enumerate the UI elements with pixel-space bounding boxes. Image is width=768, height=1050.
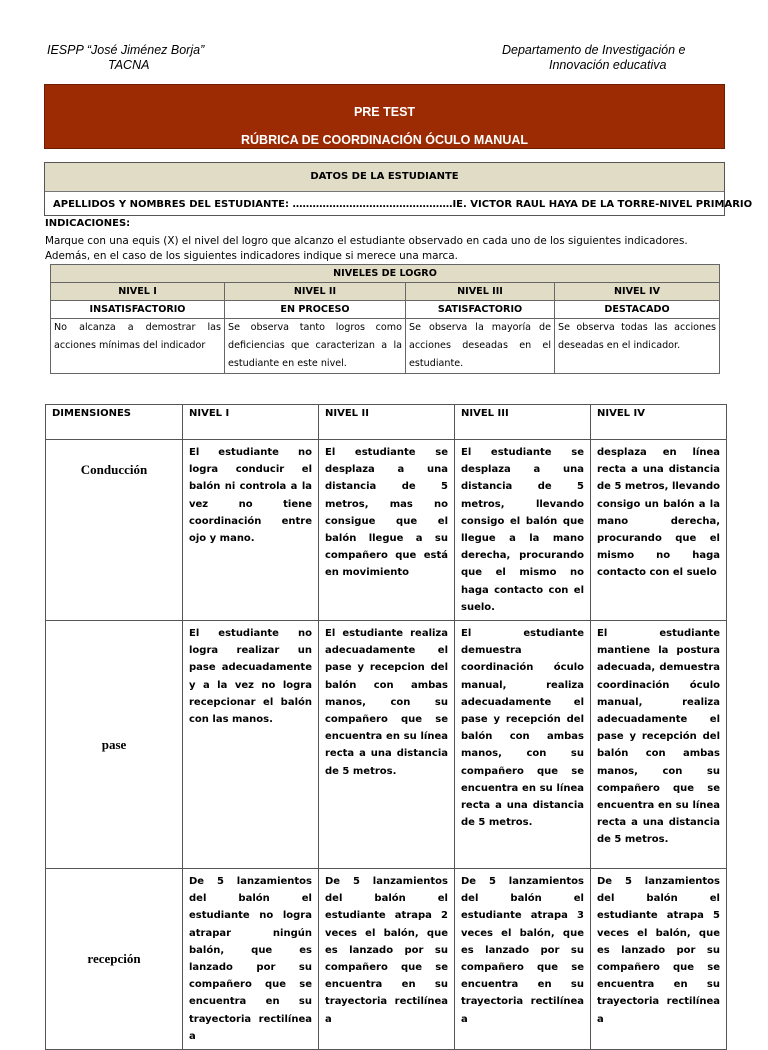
instructions-title: INDICACIONES: xyxy=(45,218,131,229)
rubric-cell: De 5 lanzamientos del balón el estudiante atrapa 2 veces el balón, que es lanzado por su compañero que se encuentra en su trayectoria rectilínea a xyxy=(319,869,455,1050)
level-name: SATISFACTORIO xyxy=(406,301,555,319)
department-name: Departamento de Investigación e xyxy=(502,43,686,57)
rubric-cell: El estudiante realiza adecuadamente el pase y recepcion del balón con ambas manos, con su compañero que se encuentra en su línea recta a una distancia de 5 metros. xyxy=(319,621,455,869)
rubric-cell: De 5 lanzamientos del balón el estudiante atrapa 5 veces el balón, que es lanzado por su compañero que se encuentra en su trayectoria rectilínea a xyxy=(591,869,727,1050)
rubric-cell: El estudiante no logra realizar un pase adecuadamente y a la vez no logra recepcionar el balón con las manos. xyxy=(183,621,319,869)
level-label: NIVEL II xyxy=(225,283,406,301)
rubric-table xyxy=(45,404,727,1050)
level-description: Se observa todas las acciones deseadas en el indicador. xyxy=(555,319,720,374)
rubric-cell: De 5 lanzamientos del balón el estudiante atrapa 3 veces el balón, que es lanzado por su compañero que se encuentra en su trayectoria rectilínea a xyxy=(455,869,591,1050)
rubric-cell: El estudiante demuestra coordinación óculo manual, realiza adecuadamente el pase y recepción del balón con ambas manos, con su compañero que se encuentra en su línea recta a una distancia de 5 metros. xyxy=(455,621,591,869)
rubric-header: NIVEL IV xyxy=(591,405,727,440)
rubric-cell: desplaza en línea recta a una distancia de 5 metros, llevando consigo un balón a la mano derecha, procurando que el mismo no haga contacto con el suelo xyxy=(591,440,727,621)
table-row xyxy=(46,440,727,621)
rubric-cell: De 5 lanzamientos del balón el estudiante no logra atrapar ningún balón, que es lanzado por su compañero que se encuentra en su trayectoria rectilínea a xyxy=(183,869,319,1050)
test-title: PRE TEST xyxy=(353,105,416,119)
level-label: NIVEL IV xyxy=(555,283,720,301)
level-label: NIVEL I xyxy=(51,283,225,301)
rubric-cell: El estudiante se desplaza a una distancia de 5 metros, mas no consigue que el balón llegue a su compañero que está en movimiento xyxy=(319,440,455,621)
rubric-cell: El estudiante se desplaza a una distancia de 5 metros, llevando consigo el balón que llegue a la mano derecha, procurando que el mismo no haga contacto con el suelo. xyxy=(455,440,591,621)
level-description: Se observa tanto logros como deficiencias que caracterizan a la estudiante en este nivel. xyxy=(225,319,406,374)
dimension-label: pase xyxy=(46,621,183,869)
level-name: INSATISFACTORIO xyxy=(51,301,225,319)
achievement-levels-table xyxy=(50,264,720,374)
rubric-header: NIVEL III xyxy=(455,405,591,440)
rubric-header: DIMENSIONES xyxy=(46,405,183,440)
table-row xyxy=(46,869,727,1050)
dimension-label: recepción xyxy=(46,869,183,1050)
student-data-box xyxy=(44,162,753,216)
levels-title: NIVELES DE LOGRO xyxy=(51,265,720,283)
level-description: Se observa la mayoría de acciones deseadas en el estudiante. xyxy=(406,319,555,374)
rubric-cell: El estudiante no logra conducir el balón ni controla a la vez no tiene coordinación entre ojo y mano. xyxy=(183,440,319,621)
rubric-title: RÚBRICA DE COORDINACIÓN ÓCULO MANUAL xyxy=(240,133,529,147)
rubric-cell: El estudiante mantiene la postura adecuada, demuestra coordinación óculo manual, realiza adecuadamente el pase y recepción del balón con ambas manos, con su compañero que se encuentra en su línea recta a una distancia de 5 metros. xyxy=(591,621,727,869)
student-data-title: DATOS DE LA ESTUDIANTE xyxy=(45,163,724,192)
institution-name: IESPP “José Jiménez Borja” xyxy=(47,43,205,57)
instructions-text: Marque con una equis (X) el nivel del logro que alcanzo el estudiante observado en cada uno de los siguientes indicadores. Además, en el caso de los siguientes indicadores indique si merece una marca. xyxy=(45,235,688,262)
table-row xyxy=(46,621,727,869)
level-label: NIVEL III xyxy=(406,283,555,301)
level-description: No alcanza a demostrar las acciones mínimas del indicador xyxy=(51,319,225,374)
rubric-header: NIVEL I xyxy=(183,405,319,440)
rubric-header: NIVEL II xyxy=(319,405,455,440)
institution-city: TACNA xyxy=(108,58,150,72)
level-name: DESTACADO xyxy=(555,301,720,319)
level-name: EN PROCESO xyxy=(225,301,406,319)
dimension-label: Conducción xyxy=(46,440,183,621)
title-banner xyxy=(44,84,725,149)
student-name-line: APELLIDOS Y NOMBRES DEL ESTUDIANTE: …………………………………………IE. VICTOR RAUL HAYA DE LA TORRE-NIVEL PRIMARIO xyxy=(53,199,753,210)
department-subname: Innovación educativa xyxy=(549,58,667,72)
